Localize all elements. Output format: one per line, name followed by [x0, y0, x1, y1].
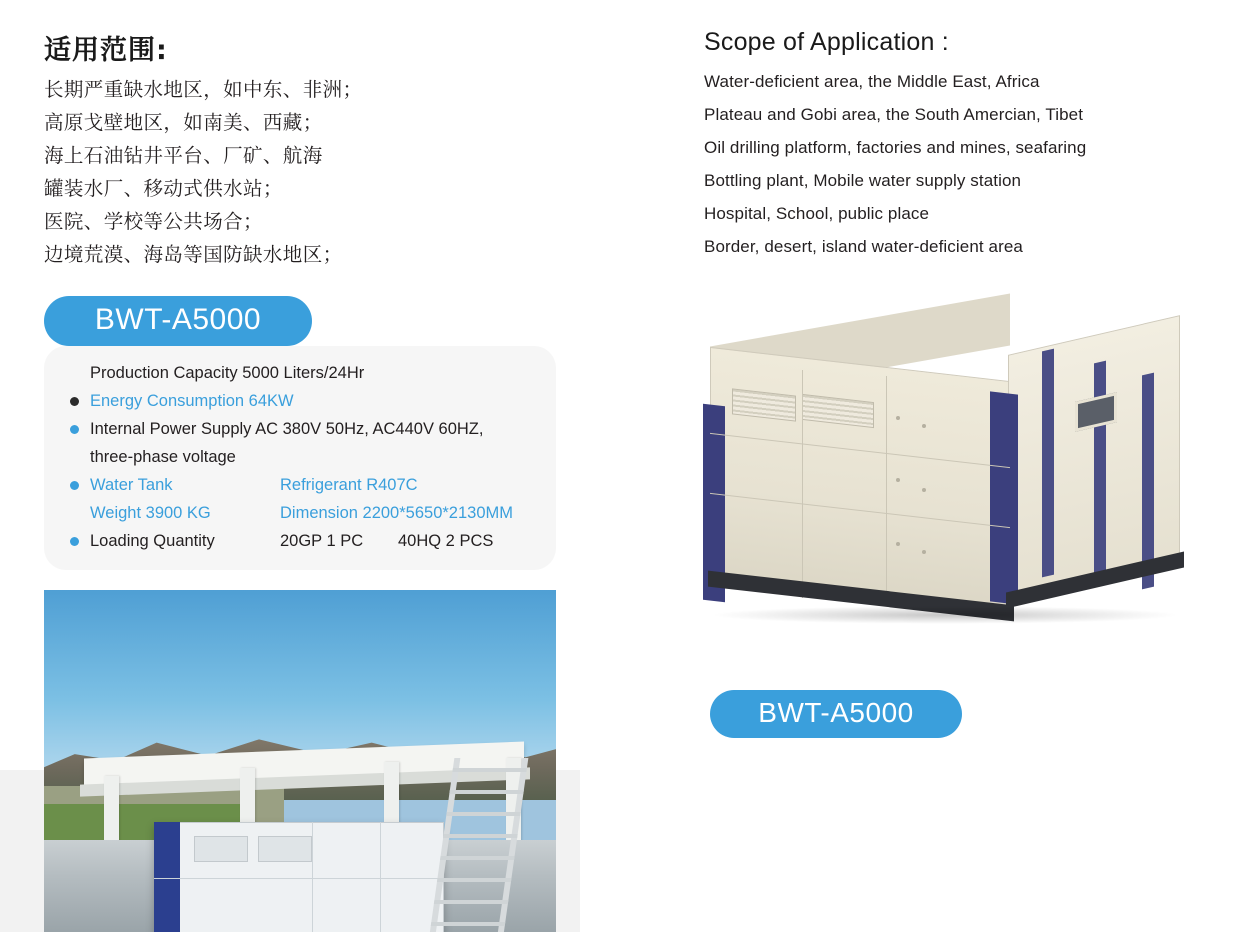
chinese-scope-line: 边境荒漠、海岛等国防缺水地区； — [44, 243, 343, 266]
model-badge-left: BWT-A5000 — [44, 296, 312, 346]
chinese-scope-section — [44, 28, 664, 271]
spec-dimension: Dimension 2200*5650*2130MM — [280, 504, 513, 522]
spec-water-tank: Water Tank — [90, 476, 173, 494]
photo-unit-grille — [258, 836, 312, 862]
photo-water-unit-blue-panel — [154, 822, 180, 932]
spec-loading-40hq: 40HQ 2 PCS — [398, 532, 494, 550]
chinese-scope-line: 医院、学校等公共场合； — [44, 210, 263, 233]
chinese-scope-line: 长期严重缺水地区，如中东、非洲； — [44, 78, 363, 101]
page-title-chinese: 适用范围: — [44, 35, 168, 66]
unit-panel-seam — [886, 376, 887, 604]
english-scope-line: Hospital, School, public place — [704, 204, 930, 223]
photo-ladder-rung — [449, 790, 524, 794]
photo-ladder-rung — [443, 834, 518, 838]
unit-front-body — [710, 347, 1010, 611]
photo-ladder-rung — [452, 768, 527, 772]
unit-bolt — [896, 478, 900, 482]
page-background-bottom-right — [580, 770, 1240, 932]
spec-weight-dimension — [66, 500, 536, 526]
unit-side-fin — [1142, 373, 1154, 590]
unit-bolt — [922, 550, 926, 554]
bullet-icon — [70, 425, 79, 434]
photo-ladder-rung — [440, 856, 515, 860]
unit-side-fin — [1042, 349, 1054, 578]
spec-loading-label: Loading Quantity — [90, 532, 215, 550]
model-badge-right: BWT-A5000 — [710, 690, 962, 738]
unit-blue-trim-right — [990, 391, 1018, 604]
photo-ladder-rung — [431, 922, 506, 926]
bullet-icon — [70, 397, 79, 406]
unit-bolt — [896, 416, 900, 420]
spec-refrigerant: Refrigerant R407C — [280, 476, 418, 494]
unit-bolt — [896, 542, 900, 546]
photo-unit-seam — [312, 822, 313, 932]
unit-ground-shadow — [710, 606, 1180, 624]
photo-ladder-rung — [437, 878, 512, 882]
chinese-scope-line: 海上石油钻井平台、厂矿、航海 — [44, 144, 323, 167]
spec-water-tank-refrigerant — [66, 472, 536, 498]
page-title-english: Scope of Application : — [704, 28, 949, 56]
chinese-scope-line: 高原戈壁地区，如南美、西藏； — [44, 111, 323, 134]
spec-loading-20gp: 20GP 1 PC — [280, 532, 364, 550]
rooftop-installation-photo — [44, 590, 556, 932]
spec-internal-power-supply: Internal Power Supply AC 380V 50Hz, AC440V 60HZ, — [66, 416, 536, 442]
photo-ladder-rung — [434, 900, 509, 904]
english-scope-section — [704, 28, 1224, 263]
photo-ladder-rung — [446, 812, 521, 816]
bwt-a5000-unit-photo — [690, 320, 1220, 720]
chinese-scope-line: 罐装水厂、移动式供水站； — [44, 177, 283, 200]
photo-unit-grille — [194, 836, 248, 862]
spec-weight: Weight 3900 KG — [90, 504, 211, 522]
english-scope-line: Border, desert, island water-deficient area — [704, 237, 1023, 256]
english-scope-line: Plateau and Gobi area, the South Amercian, Tibet — [704, 105, 1084, 124]
bullet-icon — [70, 537, 79, 546]
english-scope-line: Oil drilling platform, factories and mines, seafaring — [704, 138, 1087, 157]
english-scope-line: Water-deficient area, the Middle East, Africa — [704, 72, 1040, 91]
english-scope-line: Bottling plant, Mobile water supply station — [704, 171, 1022, 190]
spec-production-capacity: Production Capacity 5000 Liters/24Hr — [90, 364, 365, 382]
bullet-icon — [70, 481, 79, 490]
photo-unit-seam — [154, 878, 444, 879]
photo-unit-seam — [380, 822, 381, 932]
spec-internal-power-supply-cont: three-phase voltage — [90, 448, 236, 466]
spec-energy-consumption: Energy Consumption 64KW — [66, 388, 536, 414]
spec-loading-quantity — [66, 528, 536, 554]
specifications-panel — [44, 346, 556, 570]
unit-bolt — [922, 424, 926, 428]
unit-bolt — [922, 488, 926, 492]
unit-panel-seam — [802, 370, 803, 598]
